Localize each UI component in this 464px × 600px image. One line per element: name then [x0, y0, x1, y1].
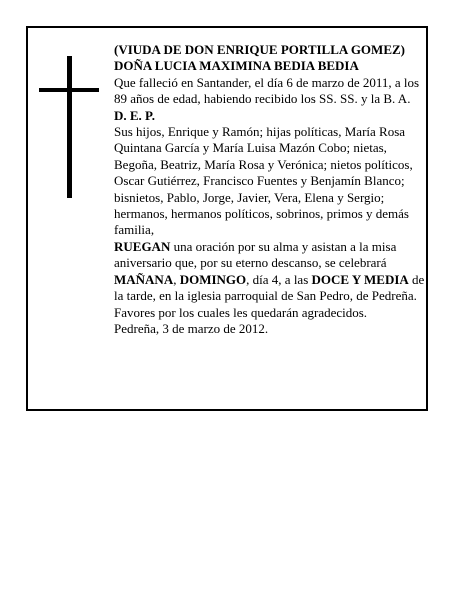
ruegan-word: RUEGAN: [114, 238, 171, 254]
cross-icon: [67, 56, 72, 198]
request-text-1: una oración por su alma y asistan a la misa aniversario que, por su eterno descanso, se celebrará: [114, 238, 397, 271]
death-details: Que falleció en Santander, el día 6 de marzo de 2011, a los 89 años de edad, habiendo recibido los SS. SS. y la B. A.: [114, 74, 420, 107]
dep-line: D. E. P.: [114, 107, 156, 123]
manana-word: MAÑANA: [114, 271, 174, 287]
cross-icon-bar: [39, 88, 99, 92]
closing-line: Pedreña, 3 de marzo de 2012.: [114, 320, 269, 336]
deceased-name: DOÑA LUCIA MAXIMINA BEDIA BEDIA: [114, 58, 359, 74]
request-text-2: , día 4, a las: [246, 271, 312, 287]
request-paragraph: [114, 239, 426, 321]
request-separator: ,: [173, 271, 180, 287]
request-text-3: de la tarde, en la iglesia parroquial de San Pedro, de Pedreña. Favores por los cuales les quedarán agradecidos.: [114, 271, 425, 320]
time-words: DOCE Y MEDIA: [311, 271, 409, 287]
obituary-notice: [26, 26, 428, 411]
domingo-word: DOMINGO: [179, 271, 247, 287]
notice-text: [114, 42, 426, 337]
family-list: Sus hijos, Enrique y Ramón; hijas políticas, María Rosa Quintana García y María Luisa Mazón Cobo; nietas, Begoña, Beatriz, María Rosa y Verónica; nietos políticos, Oscar Gutiérrez, Francisco Fuentes y Benjamín Blanco; bisnietos, Pablo, Jorge, Javier, Vera, Elena y Sergio; hermanos, hermanos políticos, sobrinos, primos y demás familia,: [114, 124, 413, 238]
widow-line: (VIUDA DE DON ENRIQUE PORTILLA GOMEZ): [114, 42, 405, 57]
